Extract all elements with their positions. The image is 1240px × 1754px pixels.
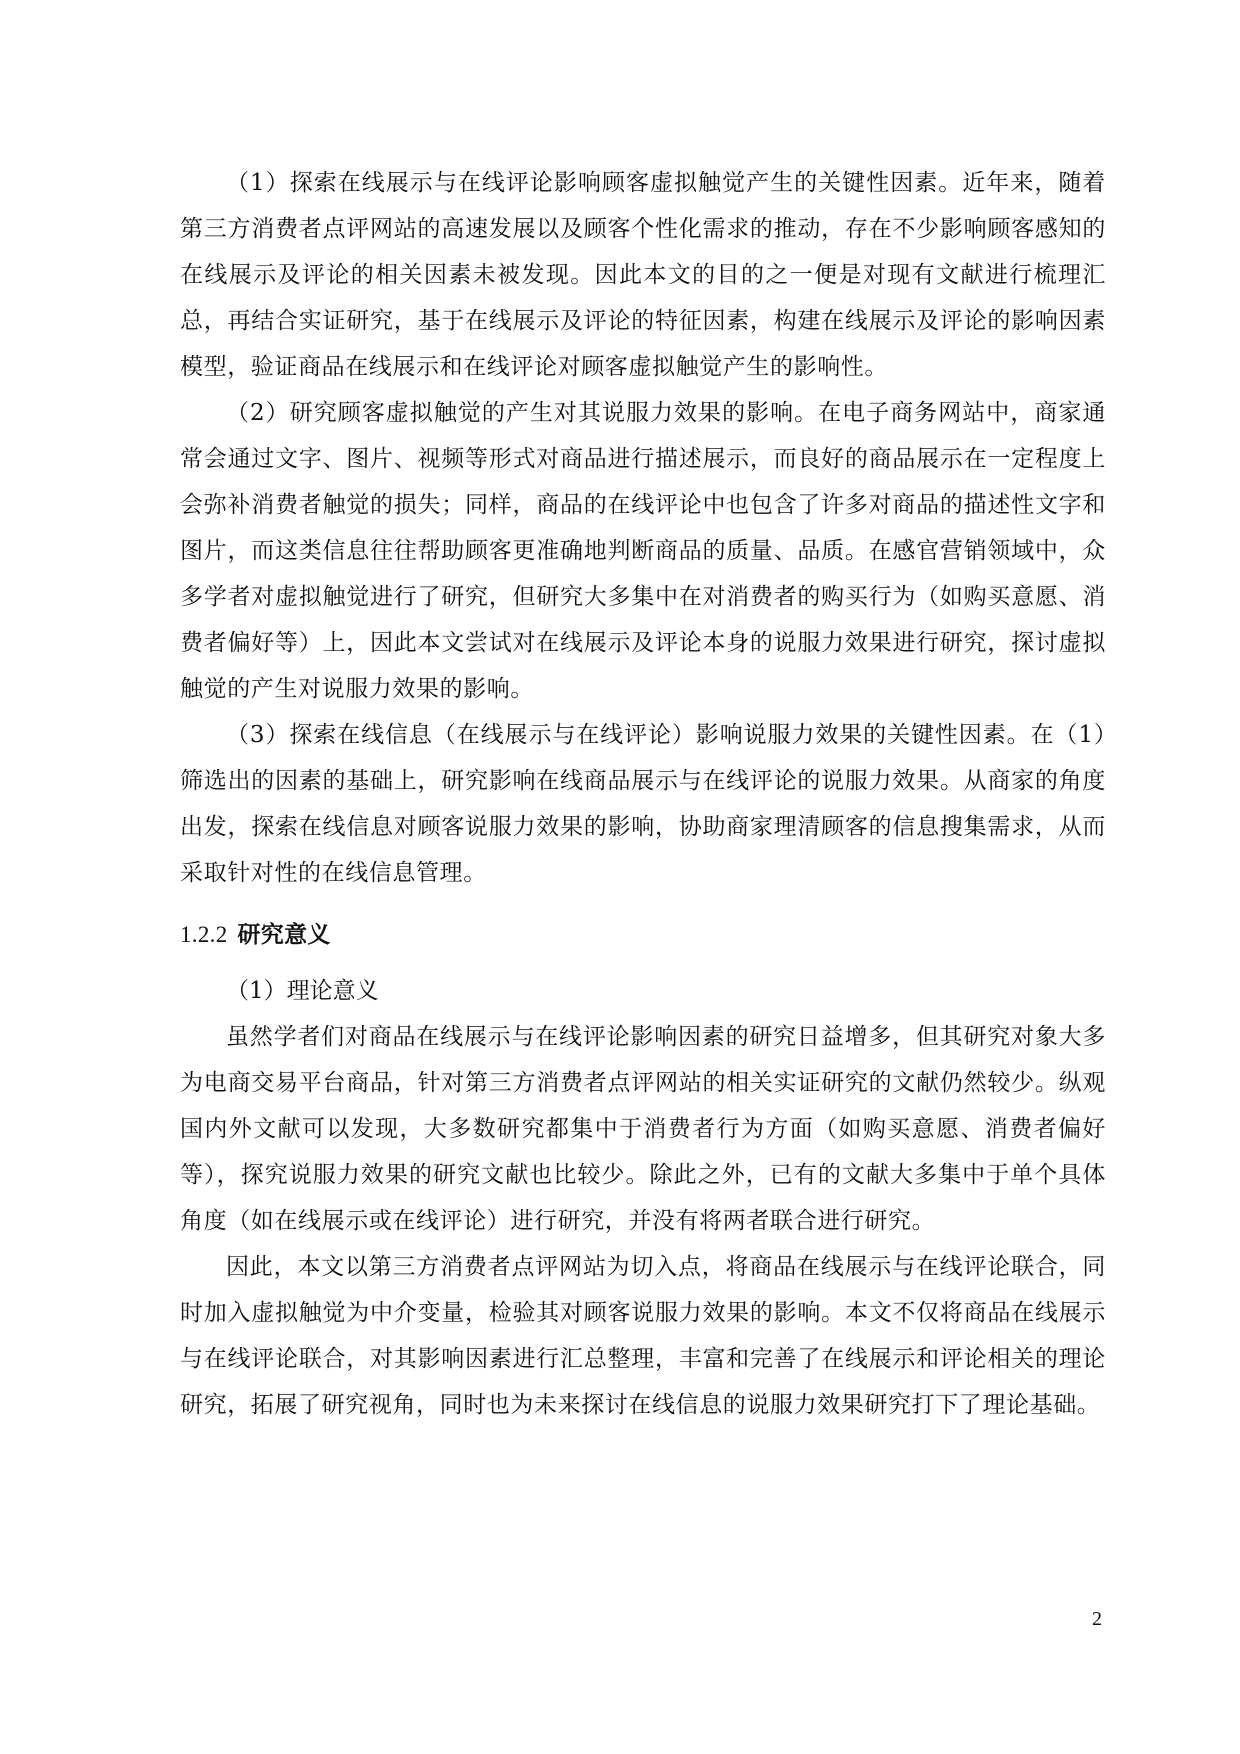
paragraph-objective-2: （2）研究顾客虚拟触觉的产生对其说服力效果的影响。在电子商务网站中，商家通常会通过文字、图片、视频等形式对商品进行描述展示，而良好的商品展示在一定程度上会弥补消费者触觉的损失；同样，商品的在线评论中也包含了许多对商品的描述性文字和图片，而这类信息往往帮助顾客更准确地判断商品的质量、品质。在感官营销领域中，众多学者对虚拟触觉进行了研究，但研究大多集中在对消费者的购买行为（如购买意愿、消费者偏好等）上，因此本文尝试对在线展示及评论本身的说服力效果进行研究，探讨虚拟触觉的产生对说服力效果的影响。 [180,400,1106,702]
paragraph-objective-1: （1）探索在线展示与在线评论影响顾客虚拟触觉产生的关键性因素。近年来，随着第三方消费者点评网站的高速发展以及顾客个性化需求的推动，存在不少影响顾客感知的在线展示及评论的相关因素未被发现。因此本文的目的之一便是对现有文献进行梳理汇总，再结合实证研究，基于在线展示及评论的特征因素，构建在线展示及评论的影响因素模型，验证商品在线展示和在线评论对顾客虚拟触觉产生的影响性。 [180,170,1106,380]
section-number: 1.2.2 [180,922,228,947]
section-heading [180,910,1106,960]
paragraph-objective-3: （3）探索在线信息（在线展示与在线评论）影响说服力效果的关键性因素。在（1）筛选出的因素的基础上，研究影响在线商品展示与在线评论的说服力效果。从商家的角度出发，探索在线信息对顾客说服力效果的影响，协助商家理清顾客的信息搜集需求，从而采取针对性的在线信息管理。 [180,722,1106,886]
document-page [180,160,1106,1428]
section-title: 研究意义 [237,922,331,948]
paragraph-significance-2: 因此，本文以第三方消费者点评网站为切入点，将商品在线展示与在线评论联合，同时加入虚拟触觉为中介变量，检验其对顾客说服力效果的影响。本文不仅将商品在线展示与在线评论联合，对其影响因素进行汇总整理，丰富和完善了在线展示和评论相关的理论研究，拓展了研究视角，同时也为未来探讨在线信息的说服力效果研究打下了理论基础。 [180,1254,1106,1418]
paragraph-significance-1: 虽然学者们对商品在线展示与在线评论影响因素的研究日益增多，但其研究对象大多为电商交易平台商品，针对第三方消费者点评网站的相关实证研究的文献仍然较少。纵观国内外文献可以发现，大多数研究都集中于消费者行为方面（如购买意愿、消费者偏好等），探究说服力效果的研究文献也比较少。除此之外，已有的文献大多集中于单个具体角度（如在线展示或在线评论）进行研究，并没有将两者联合进行研究。 [180,1024,1106,1234]
subheading-theoretical-significance: （1）理论意义 [226,978,379,1004]
page-number: 2 [1092,1608,1102,1630]
